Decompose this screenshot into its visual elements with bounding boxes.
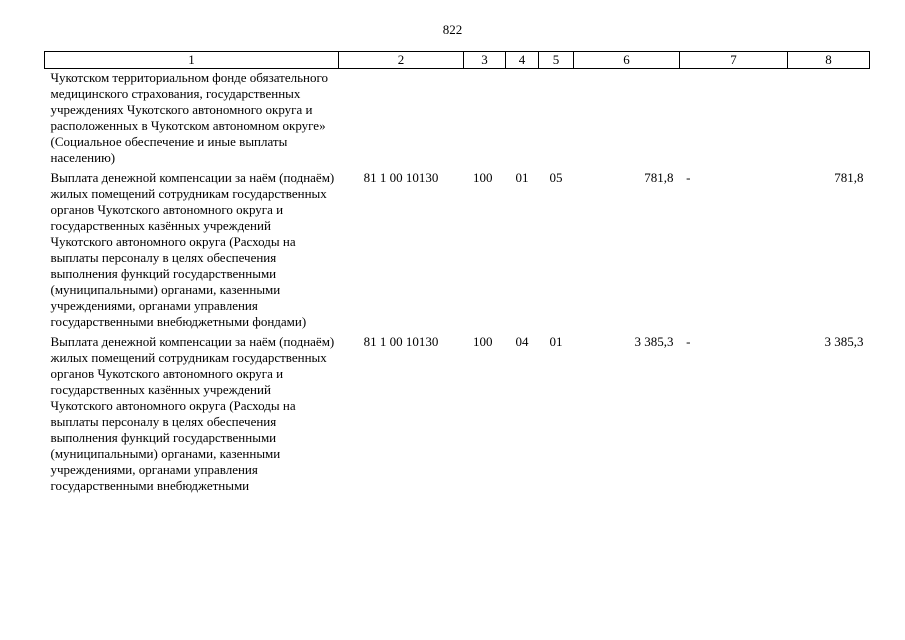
table-row [45,331,870,495]
table-row [45,167,870,331]
table-row [45,69,870,167]
header-row [45,52,870,69]
row-amount-own: 781,8 [834,169,864,185]
row-target-code: 81 1 00 10130 [363,333,439,349]
row-section [506,69,539,167]
row-name: Выплата денежной компенсации за наём (поднаём) жилых помещений сотрудникам государственных органов Чукотского автономного округа и государственных казённых учреждений Чукотского автономного округа (Расходы на выплаты персоналу в целях обеспечения выполнения функций государственными (муниципальными) органами, казенными учреждениями, органами управления государственными внебюджетными фондами) [50,169,335,330]
column-header-1: 1 [45,52,339,69]
page-number: 822 [442,22,463,37]
row-target-code [339,69,464,167]
row-subsection: 05 [549,169,563,185]
row-subsection: 01 [549,333,563,349]
row-name: Чукотском территориальном фонде обязательного медицинского страхования, государственных учреждениях Чукотского автономного округа и расположенных в Чукотском автономном округе» (Социальное обеспечение и иные выплаты населению) [50,70,328,166]
row-section: 04 [515,333,529,349]
row-expense-type [464,69,506,167]
row-amount-own [788,69,870,167]
row-expense-type: 100 [473,169,493,185]
column-header-5: 5 [539,52,574,69]
column-header-2: 2 [339,52,464,69]
row-name: Выплата денежной компенсации за наём (поднаём) жилых помещений сотрудникам государственных органов Чукотского автономного округа и государственных казённых учреждений Чукотского автономного округа (Расходы на выплаты персоналу в целях обеспечения выполнения функций государственными (муниципальными) органами, казенными учреждениями, органами управления государственными внебюджетными [50,333,335,494]
row-amount-total: 3 385,3 [634,333,674,349]
row-amount-total [574,69,680,167]
column-header-8: 8 [788,52,870,69]
row-section: 01 [515,169,529,185]
row-amount-own: 3 385,3 [824,333,864,349]
column-header-7: 7 [680,52,788,69]
column-header-6: 6 [574,52,680,69]
column-header-4: 4 [506,52,539,69]
row-amount-subvention: - [686,333,691,349]
budget-table [44,51,870,494]
row-target-code: 81 1 00 10130 [363,169,439,185]
row-expense-type: 100 [473,333,493,349]
row-amount-subvention: - [686,169,691,185]
row-amount-total: 781,8 [644,169,674,185]
row-amount-subvention [680,69,788,167]
column-header-3: 3 [464,52,506,69]
row-subsection [539,69,574,167]
